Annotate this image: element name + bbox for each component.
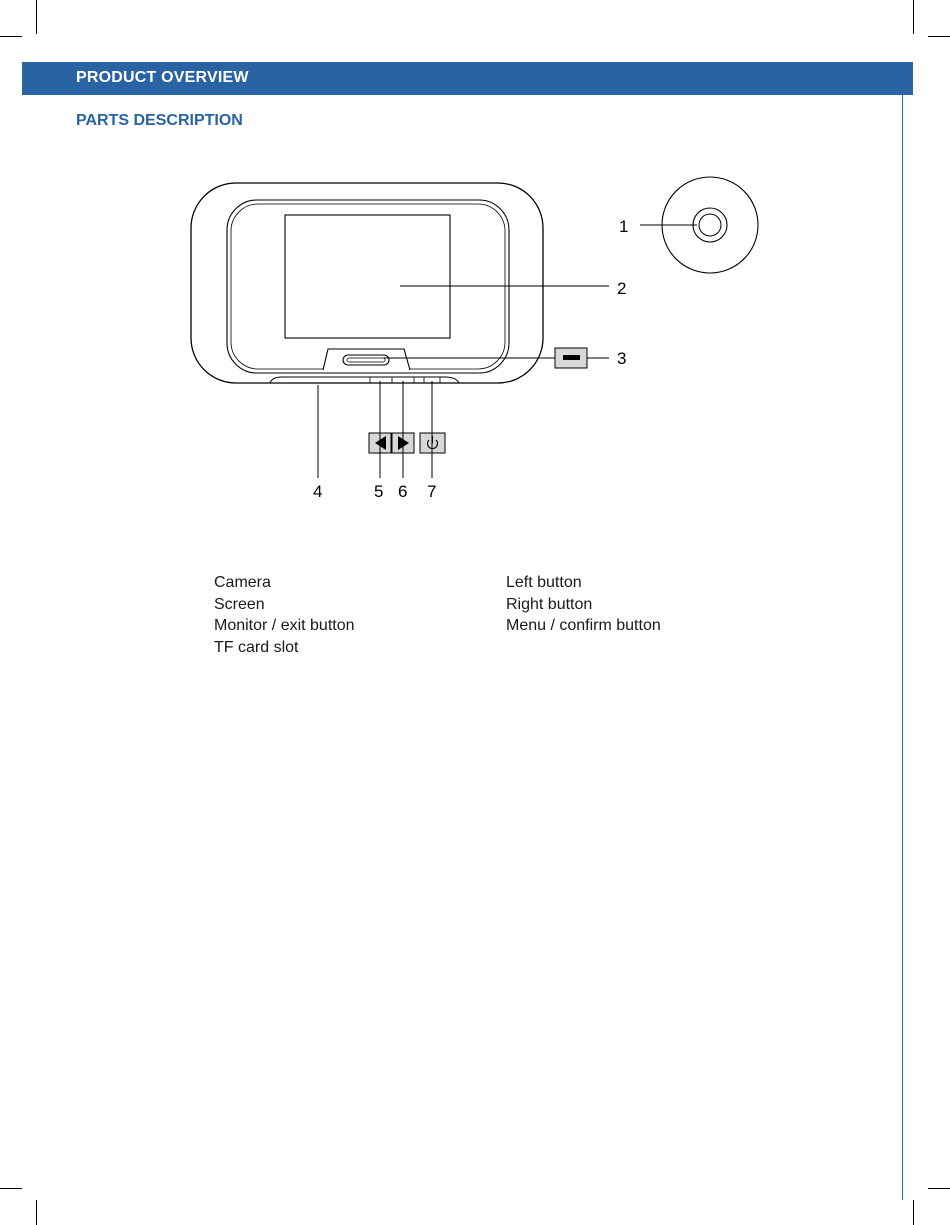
crop-mark bbox=[36, 1200, 37, 1225]
legend-item: Screen bbox=[214, 595, 265, 613]
callout-5: 5 bbox=[374, 482, 384, 501]
legend-item: Monitor / exit button bbox=[214, 617, 355, 634]
callout-3: 3 bbox=[617, 349, 627, 368]
crop-mark bbox=[913, 1200, 914, 1225]
legend-item: Left button bbox=[506, 574, 582, 591]
crop-mark bbox=[928, 1188, 950, 1189]
callout-4: 4 bbox=[313, 482, 323, 501]
section-title: PARTS DESCRIPTION bbox=[76, 112, 243, 129]
crop-mark bbox=[0, 1188, 22, 1189]
callout-7: 7 bbox=[427, 482, 437, 501]
parts-legend-right bbox=[506, 572, 661, 637]
screen bbox=[285, 215, 450, 338]
callout-1: 1 bbox=[619, 217, 629, 236]
legend-item: Right button bbox=[506, 595, 593, 613]
product-diagram bbox=[0, 0, 950, 560]
page-title: PRODUCT OVERVIEW bbox=[76, 69, 249, 86]
callout-2: 2 bbox=[617, 279, 627, 298]
callout-6: 6 bbox=[398, 482, 408, 501]
legend-item: Camera bbox=[214, 574, 271, 591]
monitor-button bbox=[343, 355, 389, 365]
legend-item: TF card slot bbox=[214, 638, 299, 656]
parts-legend-left bbox=[214, 572, 355, 658]
legend-item: Menu / confirm button bbox=[506, 617, 661, 634]
